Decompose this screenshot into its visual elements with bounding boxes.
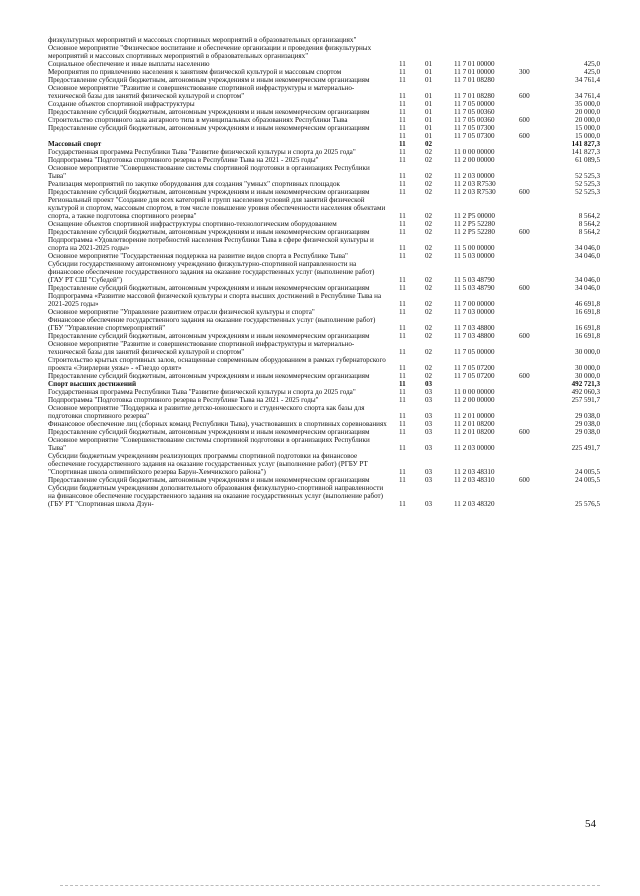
section-code: 11 bbox=[399, 220, 406, 228]
subsection-code: 03 bbox=[425, 380, 433, 388]
row-name: Создание объектов спортивной инфраструктуры bbox=[48, 100, 195, 108]
section-code: 11 bbox=[399, 300, 406, 308]
target-article-code: 11 7 05 07200 bbox=[454, 364, 495, 372]
expense-type-code: 600 bbox=[519, 332, 530, 340]
table-row bbox=[48, 156, 604, 164]
target-article-code: 11 2 01 08200 bbox=[454, 420, 495, 428]
subsection-code: 03 bbox=[425, 420, 433, 428]
amount: 30 000,0 bbox=[575, 372, 600, 380]
section-code: 11 bbox=[399, 124, 406, 132]
subsection-code: 01 bbox=[425, 108, 433, 116]
amount: 16 691,8 bbox=[575, 324, 600, 332]
target-article-code: 11 5 03 00000 bbox=[454, 252, 495, 260]
subsection-code: 03 bbox=[425, 476, 433, 484]
subsection-code: 03 bbox=[425, 388, 433, 396]
table-row bbox=[48, 68, 604, 76]
table-row bbox=[48, 476, 604, 484]
table-row bbox=[48, 372, 604, 380]
subsection-code: 03 bbox=[425, 500, 433, 508]
target-article-code: 11 2 01 08200 bbox=[454, 428, 495, 436]
amount: 34 046,0 bbox=[575, 276, 600, 284]
target-article-code: 11 7 01 08280 bbox=[454, 92, 495, 100]
section-code: 11 bbox=[399, 108, 406, 116]
subsection-code: 02 bbox=[425, 228, 433, 236]
row-name: Основное мероприятие "Совершенствование системы спортивной подготовки в организациях Республики Тыва" bbox=[48, 164, 370, 180]
amount: 8 564,2 bbox=[578, 228, 600, 236]
section-code: 11 bbox=[399, 76, 406, 84]
section-code: 11 bbox=[399, 476, 406, 484]
row-name: Подпрограмма "Подготовка спортивного резерва в Республике Тыва на 2021 - 2025 годы" bbox=[48, 396, 319, 404]
amount: 16 691,8 bbox=[575, 308, 600, 316]
subsection-code: 02 bbox=[425, 284, 433, 292]
subsection-code: 03 bbox=[425, 428, 433, 436]
subsection-code: 01 bbox=[425, 68, 433, 76]
target-article-code: 11 2 03 48310 bbox=[454, 476, 495, 484]
target-article-code: 11 7 03 00000 bbox=[454, 308, 495, 316]
row-name: Спорт высших достижений bbox=[48, 380, 137, 388]
row-name: Массовый спорт bbox=[48, 140, 102, 148]
section-code: 11 bbox=[399, 60, 406, 68]
row-name: Предоставление субсидий бюджетным, автономным учреждениям и иным некоммерческим организациям bbox=[48, 372, 370, 380]
target-article-code: 11 5 03 48790 bbox=[454, 284, 495, 292]
target-article-code: 11 7 05 00000 bbox=[454, 348, 495, 356]
row-name: Подпрограмма «Удовлетворение потребностей населения Республики Тыва в сфере физической культуры и спорта на 2021-2025 годы» bbox=[48, 236, 374, 252]
subsection-code: 02 bbox=[425, 148, 433, 156]
amount: 34 761,4 bbox=[575, 76, 600, 84]
row-name: Оснащение объектов спортивной инфраструктуры спортивно-технологическим оборудованием bbox=[48, 220, 337, 228]
section-code: 11 bbox=[399, 500, 406, 508]
amount: 425,0 bbox=[584, 68, 600, 76]
section-code: 11 bbox=[399, 148, 406, 156]
subsection-code: 02 bbox=[425, 300, 433, 308]
amount: 257 591,7 bbox=[571, 396, 600, 404]
expense-type-code: 600 bbox=[519, 92, 530, 100]
section-code: 11 bbox=[399, 372, 406, 380]
table-row bbox=[48, 436, 604, 452]
table-row bbox=[48, 76, 604, 84]
row-name: Государственная программа Республики Тыва "Развитие физической культуры и спорта до 2025 года" bbox=[48, 388, 356, 396]
expense-type-code: 600 bbox=[519, 188, 530, 196]
row-name: Основное мероприятие "Развитие и совершенствование спортивной инфраструктуры и материально-технической базы для занятий физической культурой и спортом" bbox=[48, 340, 355, 356]
section-code: 11 bbox=[399, 332, 406, 340]
subsection-code: 02 bbox=[425, 188, 433, 196]
subsection-code: 02 bbox=[425, 172, 433, 180]
section-code: 11 bbox=[399, 156, 406, 164]
table-row bbox=[48, 220, 604, 228]
table-row bbox=[48, 140, 604, 148]
subsection-code: 02 bbox=[425, 212, 433, 220]
subsection-code: 01 bbox=[425, 100, 433, 108]
row-name: Подпрограмма «Развитие массовой физической культуры и спорта высших достижений в Республике Тыва на 2021-2025 годы» bbox=[48, 292, 382, 308]
subsection-code: 02 bbox=[425, 244, 433, 252]
expense-type-code: 600 bbox=[519, 476, 530, 484]
target-article-code: 11 7 00 00000 bbox=[454, 300, 495, 308]
subsection-code: 03 bbox=[425, 396, 433, 404]
target-article-code: 11 2 03 00000 bbox=[454, 172, 495, 180]
row-name: Предоставление субсидий бюджетным, автономным учреждениям и иным некоммерческим организациям bbox=[48, 108, 370, 116]
table-row bbox=[48, 44, 604, 60]
section-code: 11 bbox=[399, 100, 406, 108]
target-article-code: 11 5 00 00000 bbox=[454, 244, 495, 252]
row-name: Основное мероприятие "Управление развитием отрасли физической культуры и спорта" bbox=[48, 308, 315, 316]
expense-type-code: 600 bbox=[519, 372, 530, 380]
target-article-code: 11 0 00 00000 bbox=[454, 388, 495, 396]
section-code: 11 bbox=[399, 140, 406, 148]
table-row bbox=[48, 84, 604, 100]
expense-type-code: 600 bbox=[519, 284, 530, 292]
section-code: 11 bbox=[399, 420, 406, 428]
amount: 16 691,8 bbox=[575, 332, 600, 340]
target-article-code: 11 2 P5 52280 bbox=[454, 228, 495, 236]
expense-type-code: 600 bbox=[519, 428, 530, 436]
table-row bbox=[48, 124, 604, 132]
page-number: 54 bbox=[585, 818, 596, 830]
row-name: Предоставление субсидий бюджетным, автономным учреждениям и иным некоммерческим организациям bbox=[48, 332, 370, 340]
row-name: Региональный проект "Создание для всех категорий и групп населения условий для занятий физической культурой и спортом, массовым спортом, в том числе повышение уровня обеспеченности населения объектами спорта, а также подготовка спортивного резерва" bbox=[48, 196, 386, 220]
table-row bbox=[48, 100, 604, 108]
expense-type-code: 600 bbox=[519, 116, 530, 124]
target-article-code: 11 2 03 48310 bbox=[454, 468, 495, 476]
table-row bbox=[48, 388, 604, 396]
target-article-code: 11 2 00 00000 bbox=[454, 396, 495, 404]
row-name: Основное мероприятие "Поддержка и развитие детско-юношеского и студенческого спорта как базы для подготовки спортивного резерва" bbox=[48, 404, 365, 420]
section-code: 11 bbox=[399, 284, 406, 292]
table-row bbox=[48, 420, 604, 428]
table-row bbox=[48, 236, 604, 252]
row-name: Предоставление субсидий бюджетным, автономным учреждениям и иным некоммерческим организациям bbox=[48, 284, 370, 292]
amount: 30 000,0 bbox=[575, 364, 600, 372]
target-article-code: 11 7 05 00360 bbox=[454, 108, 495, 116]
section-code: 11 bbox=[399, 228, 406, 236]
section-code: 11 bbox=[399, 380, 406, 388]
table-row bbox=[48, 164, 604, 180]
expense-type-code: 600 bbox=[519, 132, 530, 140]
target-article-code: 11 7 03 48800 bbox=[454, 332, 495, 340]
table-row bbox=[48, 132, 604, 140]
subsection-code: 03 bbox=[425, 412, 433, 420]
amount: 425,0 bbox=[584, 60, 600, 68]
section-code: 11 bbox=[399, 428, 406, 436]
amount: 34 046,0 bbox=[575, 244, 600, 252]
target-article-code: 11 7 05 00360 bbox=[454, 116, 495, 124]
expense-type-code: 300 bbox=[519, 68, 530, 76]
subsection-code: 01 bbox=[425, 116, 433, 124]
target-article-code: 11 2 00 00000 bbox=[454, 156, 495, 164]
subsection-code: 01 bbox=[425, 124, 433, 132]
row-name: Финансовое обеспечение государственного задания на оказание государственных услуг (выполнение работ) (ГБУ "Управление спортмероприятий" bbox=[48, 316, 376, 332]
target-article-code: 11 7 05 07200 bbox=[454, 372, 495, 380]
amount: 24 005,5 bbox=[575, 476, 600, 484]
section-code: 11 bbox=[399, 188, 406, 196]
subsection-code: 02 bbox=[425, 308, 433, 316]
row-name: Основное мероприятие "Физическое воспитание и обеспечение организации и проведения физкультурных мероприятий и массовых спортивных мероприятий в образовательных организациях" bbox=[48, 44, 372, 60]
section-code: 11 bbox=[399, 364, 406, 372]
row-name: Основное мероприятие "Государственная поддержка на развитие видов спорта в Республике Тыва" bbox=[48, 252, 348, 260]
row-name: Предоставление субсидий бюджетным, автономным учреждениям и иным некоммерческим организациям bbox=[48, 188, 370, 196]
row-name: Социальное обеспечение и иные выплаты населению bbox=[48, 60, 210, 68]
target-article-code: 11 7 03 48800 bbox=[454, 324, 495, 332]
table-row bbox=[48, 484, 604, 508]
target-article-code: 11 7 01 08280 bbox=[454, 76, 495, 84]
section-code: 11 bbox=[399, 180, 406, 188]
row-name: Основное мероприятие "Развитие и совершенствование спортивной инфраструктуры и материально-технической базы для занятий физической культурой и спортом" bbox=[48, 84, 355, 100]
section-code: 11 bbox=[399, 172, 406, 180]
amount: 225 491,7 bbox=[571, 444, 600, 452]
section-code: 11 bbox=[399, 132, 406, 140]
table-row bbox=[48, 316, 604, 332]
table-row bbox=[48, 196, 604, 220]
subsection-code: 02 bbox=[425, 364, 433, 372]
section-code: 11 bbox=[399, 468, 406, 476]
budget-table bbox=[48, 36, 604, 508]
amount: 34 046,0 bbox=[575, 252, 600, 260]
row-name: Реализация мероприятий по закупке оборудования для создания "умных" спортивных площадок bbox=[48, 180, 340, 188]
table-row bbox=[48, 60, 604, 68]
subsection-code: 01 bbox=[425, 60, 433, 68]
bottom-rule bbox=[60, 885, 600, 886]
target-article-code: 11 2 03 48320 bbox=[454, 500, 495, 508]
row-name: Строительство спортивного зала ангарного типа в муниципальных образованиях Республики Тыва bbox=[48, 116, 348, 124]
subsection-code: 02 bbox=[425, 332, 433, 340]
target-article-code: 11 0 00 00000 bbox=[454, 148, 495, 156]
subsection-code: 03 bbox=[425, 444, 433, 452]
amount: 61 089,5 bbox=[575, 156, 600, 164]
target-article-code: 11 7 05 07300 bbox=[454, 124, 495, 132]
table-row bbox=[48, 332, 604, 340]
table-row bbox=[48, 108, 604, 116]
table-row bbox=[48, 188, 604, 196]
row-name: Предоставление субсидий бюджетным, автономным учреждениям и иным некоммерческим организациям bbox=[48, 476, 370, 484]
table-row bbox=[48, 180, 604, 188]
target-article-code: 11 7 05 07300 bbox=[454, 132, 495, 140]
row-name: Финансовое обеспечение лиц (сборных команд Республики Тыва), участвовавших в спортивных соревнованиях bbox=[48, 420, 387, 428]
section-code: 11 bbox=[399, 348, 406, 356]
amount: 34 046,0 bbox=[575, 284, 600, 292]
table-row bbox=[48, 428, 604, 436]
section-code: 11 bbox=[399, 252, 406, 260]
subsection-code: 01 bbox=[425, 132, 433, 140]
amount: 52 525,3 bbox=[575, 172, 600, 180]
section-code: 11 bbox=[399, 68, 406, 76]
section-code: 11 bbox=[399, 308, 406, 316]
amount: 29 038,0 bbox=[575, 420, 600, 428]
amount: 52 525,3 bbox=[575, 180, 600, 188]
amount: 25 576,5 bbox=[575, 500, 600, 508]
row-name: Мероприятия по привлечению населения к занятиям физической культурой и массовым спортом bbox=[48, 68, 342, 76]
subsection-code: 02 bbox=[425, 276, 433, 284]
amount: 15 000,0 bbox=[575, 124, 600, 132]
target-article-code: 11 5 03 48790 bbox=[454, 276, 495, 284]
section-code: 11 bbox=[399, 92, 406, 100]
row-name: Государственная программа Республики Тыва "Развитие физической культуры и спорта до 2025 года" bbox=[48, 148, 356, 156]
subsection-code: 02 bbox=[425, 180, 433, 188]
subsection-code: 02 bbox=[425, 220, 433, 228]
subsection-code: 02 bbox=[425, 252, 433, 260]
subsection-code: 02 bbox=[425, 156, 433, 164]
amount: 35 000,0 bbox=[575, 100, 600, 108]
row-name: Субсидии государственному автономному учреждению физкультурно-спортивной направленности на финансовое обеспечение государственного задания на оказание государственных услуг (выполнение работ) (ГАУ РТ СШ "Субедей") bbox=[48, 260, 375, 284]
table-row bbox=[48, 228, 604, 236]
target-article-code: 11 7 01 00000 bbox=[454, 68, 495, 76]
section-code: 11 bbox=[399, 116, 406, 124]
row-name: Субсидии бюджетным учреждениям дополнительного образования физкультурно-спортивной направленности на финансовое обеспечение государственного задания на оказание государственных услуг (выполнение работ) (ГБУ РТ "Спортивная школа Дзун- bbox=[48, 484, 384, 508]
amount: 29 038,0 bbox=[575, 428, 600, 436]
table-row bbox=[48, 404, 604, 420]
section-code: 11 bbox=[399, 396, 406, 404]
amount: 141 827,3 bbox=[571, 148, 600, 156]
section-code: 11 bbox=[399, 388, 406, 396]
row-name: Подпрограмма "Подготовка спортивного резерва в Республике Тыва на 2021 - 2025 годы" bbox=[48, 156, 319, 164]
subsection-code: 01 bbox=[425, 76, 433, 84]
amount: 15 000,0 bbox=[575, 132, 600, 140]
amount: 52 525,3 bbox=[575, 188, 600, 196]
amount: 492 060,3 bbox=[571, 388, 600, 396]
table-row bbox=[48, 292, 604, 308]
amount: 30 000,0 bbox=[575, 348, 600, 356]
table-row bbox=[48, 260, 604, 284]
target-article-code: 11 2 P5 00000 bbox=[454, 212, 495, 220]
subsection-code: 03 bbox=[425, 468, 433, 476]
amount: 492 721,3 bbox=[571, 380, 600, 388]
target-article-code: 11 7 05 00000 bbox=[454, 100, 495, 108]
amount: 29 038,0 bbox=[575, 412, 600, 420]
section-code: 11 bbox=[399, 324, 406, 332]
table-row bbox=[48, 116, 604, 124]
row-name: Предоставление субсидий бюджетным, автономным учреждениям и иным некоммерческим организациям bbox=[48, 428, 370, 436]
target-article-code: 11 2 03 00000 bbox=[454, 444, 495, 452]
target-article-code: 11 7 01 00000 bbox=[454, 60, 495, 68]
subsection-code: 01 bbox=[425, 92, 433, 100]
target-article-code: 11 2 03 R7530 bbox=[454, 180, 496, 188]
section-code: 11 bbox=[399, 244, 406, 252]
section-code: 11 bbox=[399, 444, 406, 452]
target-article-code: 11 2 03 R7530 bbox=[454, 188, 496, 196]
table-row bbox=[48, 252, 604, 260]
table-row bbox=[48, 380, 604, 388]
subsection-code: 02 bbox=[425, 372, 433, 380]
target-article-code: 11 2 P5 52280 bbox=[454, 220, 495, 228]
table-row bbox=[48, 148, 604, 156]
subsection-code: 02 bbox=[425, 324, 433, 332]
subsection-code: 02 bbox=[425, 140, 433, 148]
row-name: Строительство крытых спортивных залов, оснащенные современным оборудованием в рамках губернаторского проекта «Эзирлерни уязы» - «Гнездо орлят» bbox=[48, 356, 386, 372]
amount: 8 564,2 bbox=[578, 220, 600, 228]
table-row bbox=[48, 452, 604, 476]
amount: 8 564,2 bbox=[578, 212, 600, 220]
amount: 20 000,0 bbox=[575, 116, 600, 124]
amount: 46 691,8 bbox=[575, 300, 600, 308]
amount: 24 005,5 bbox=[575, 468, 600, 476]
row-name: Субсидии бюджетным учреждениям реализующих программы спортивной подготовки на финансовое обеспечение государственного задания на оказание государственных услуг (выполнение работ) (РГБУ РТ "Спортивная школа олимпийского резерва Барун-Хемчикского района") bbox=[48, 452, 368, 476]
section-code: 11 bbox=[399, 412, 406, 420]
section-code: 11 bbox=[399, 212, 406, 220]
table-row bbox=[48, 356, 604, 372]
section-code: 11 bbox=[399, 276, 406, 284]
table-row bbox=[48, 36, 604, 44]
row-name: Предоставление субсидий бюджетным, автономным учреждениям и иным некоммерческим организациям bbox=[48, 124, 370, 132]
table-row bbox=[48, 396, 604, 404]
subsection-code: 02 bbox=[425, 348, 433, 356]
table-row bbox=[48, 340, 604, 356]
row-name: физкультурных мероприятий и массовых спортивных мероприятий в образовательных организациях" bbox=[48, 36, 357, 44]
target-article-code: 11 2 01 00000 bbox=[454, 412, 495, 420]
table-row bbox=[48, 284, 604, 292]
amount: 141 827,3 bbox=[571, 140, 600, 148]
amount: 20 000,0 bbox=[575, 108, 600, 116]
amount: 34 761,4 bbox=[575, 92, 600, 100]
row-name: Предоставление субсидий бюджетным, автономным учреждениям и иным некоммерческим организациям bbox=[48, 76, 370, 84]
row-name: Основное мероприятие "Совершенствование системы спортивной подготовки в организациях Республики Тыва" bbox=[48, 436, 370, 452]
table-row bbox=[48, 308, 604, 316]
row-name: Предоставление субсидий бюджетным, автономным учреждениям и иным некоммерческим организациям bbox=[48, 228, 370, 236]
expense-type-code: 600 bbox=[519, 228, 530, 236]
